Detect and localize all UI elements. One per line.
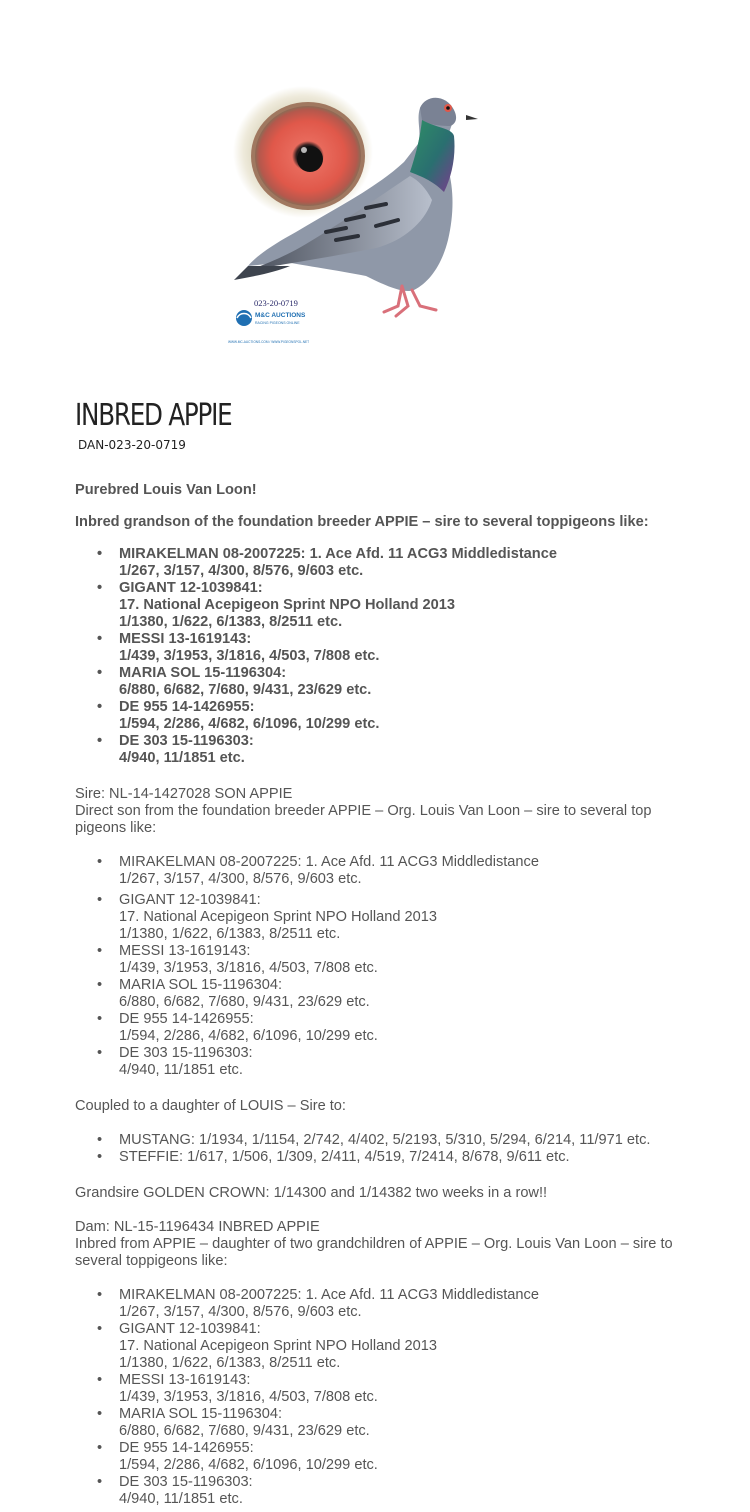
- ring-code: DAN-023-20-0719: [78, 438, 186, 452]
- list-item: • STEFFIE: 1/617, 1/506, 1/309, 2/411, 4/519, 7/2414, 8/678, 9/611 etc.: [97, 1149, 570, 1165]
- list-item: • MARIA SOL 15-1196304: 6/880, 6/682, 7/680, 9/431, 23/629 etc.: [97, 1406, 370, 1439]
- eye-inset: [233, 86, 373, 218]
- description: [75, 482, 685, 1508]
- grandsire: Grandsire GOLDEN CROWN: 1/14300 and 1/14382 two weeks in a row!!: [75, 1185, 548, 1201]
- list-item: • MESSI 13-1619143: 1/439, 3/1953, 3/1816, 4/503, 7/808 etc.: [97, 631, 380, 664]
- intro-headline: Purebred Louis Van Loon!: [75, 482, 257, 498]
- list-item: • DE 303 15-1196303: 4/940, 11/1851 etc.: [97, 733, 254, 766]
- sire-description: Direct son from the foundation breeder APPIE – Org. Louis Van Loon – sire to several top pigeons like:: [75, 803, 652, 836]
- page-title: INBRED APPIE: [75, 398, 232, 433]
- svg-text:WWW.MC-AUCTIONS.COM / WWW.PIGE: WWW.MC-AUCTIONS.COM / WWW.PIGEONSPOL.NET: [228, 340, 310, 344]
- dam-heading: Dam: NL-15-1196434 INBRED APPIE: [75, 1219, 320, 1235]
- list-item: • MIRAKELMAN 08-2007225: 1. Ace Afd. 11 ACG3 Middledistance 1/267, 3/157, 4/300, 8/576, 9/603 etc.: [97, 546, 557, 579]
- list-item: • MARIA SOL 15-1196304: 6/880, 6/682, 7/680, 9/431, 23/629 etc.: [97, 977, 370, 1010]
- intro-list: [75, 546, 685, 767]
- list-item: • DE 303 15-1196303: 4/940, 11/1851 etc.: [97, 1045, 253, 1078]
- list-item: • MARIA SOL 15-1196304: 6/880, 6/682, 7/680, 9/431, 23/629 etc.: [97, 665, 372, 698]
- list-item: • DE 955 14-1426955: 1/594, 2/286, 4/682, 6/1096, 10/299 etc.: [97, 1011, 378, 1044]
- dam-description: Inbred from APPIE – daughter of two grandchildren of APPIE – Org. Louis Van Loon – sire to several toppigeons like:: [75, 1236, 673, 1269]
- list-item: • GIGANT 12-1039841: 17. National Acepigeon Sprint NPO Holland 2013 1/1380, 1/622, 6/1383, 8/2511 etc.: [97, 892, 438, 942]
- list-item: • DE 955 14-1426955: 1/594, 2/286, 4/682, 6/1096, 10/299 etc.: [97, 1440, 378, 1473]
- coupled-list: [75, 1132, 685, 1166]
- list-item: • MIRAKELMAN 08-2007225: 1. Ace Afd. 11 ACG3 Middledistance 1/267, 3/157, 4/300, 8/576, 9/603 etc.: [97, 1287, 539, 1320]
- list-item: • DE 303 15-1196303: 4/940, 11/1851 etc.: [97, 1474, 253, 1507]
- intro-subheadline: Inbred grandson of the foundation breeder APPIE – sire to several toppigeons like:: [75, 514, 649, 530]
- svg-text:RACING PIGEONS ONLINE: RACING PIGEONS ONLINE: [255, 321, 300, 325]
- pigeon-photo: [226, 80, 496, 348]
- sire-list: [75, 854, 685, 1079]
- list-item: • GIGANT 12-1039841: 17. National Acepigeon Sprint NPO Holland 2013 1/1380, 1/622, 6/1383, 8/2511 etc.: [97, 580, 455, 630]
- svg-text:023-20-0719: 023-20-0719: [254, 298, 298, 308]
- dam-list: [75, 1287, 685, 1508]
- list-item: • MIRAKELMAN 08-2007225: 1. Ace Afd. 11 ACG3 Middledistance 1/267, 3/157, 4/300, 8/576, 9/603 etc.: [97, 854, 539, 887]
- list-item: • DE 955 14-1426955: 1/594, 2/286, 4/682, 6/1096, 10/299 etc.: [97, 699, 380, 732]
- sire-heading: Sire: NL-14-1427028 SON APPIE: [75, 786, 293, 802]
- list-item: • MUSTANG: 1/1934, 1/1154, 2/742, 4/402, 5/2193, 5/310, 5/294, 6/214, 11/971 etc.: [97, 1132, 651, 1148]
- sire-coupled: Coupled to a daughter of LOUIS – Sire to:: [75, 1098, 346, 1114]
- mc-auctions-logo: [228, 298, 309, 344]
- list-item: • MESSI 13-1619143: 1/439, 3/1953, 3/1816, 4/503, 7/808 etc.: [97, 943, 378, 976]
- list-item: • GIGANT 12-1039841: 17. National Acepigeon Sprint NPO Holland 2013 1/1380, 1/622, 6/1383, 8/2511 etc.: [97, 1321, 438, 1371]
- list-item: • MESSI 13-1619143: 1/439, 3/1953, 3/1816, 4/503, 7/808 etc.: [97, 1372, 378, 1405]
- svg-text:M&C AUCTIONS: M&C AUCTIONS: [255, 312, 306, 319]
